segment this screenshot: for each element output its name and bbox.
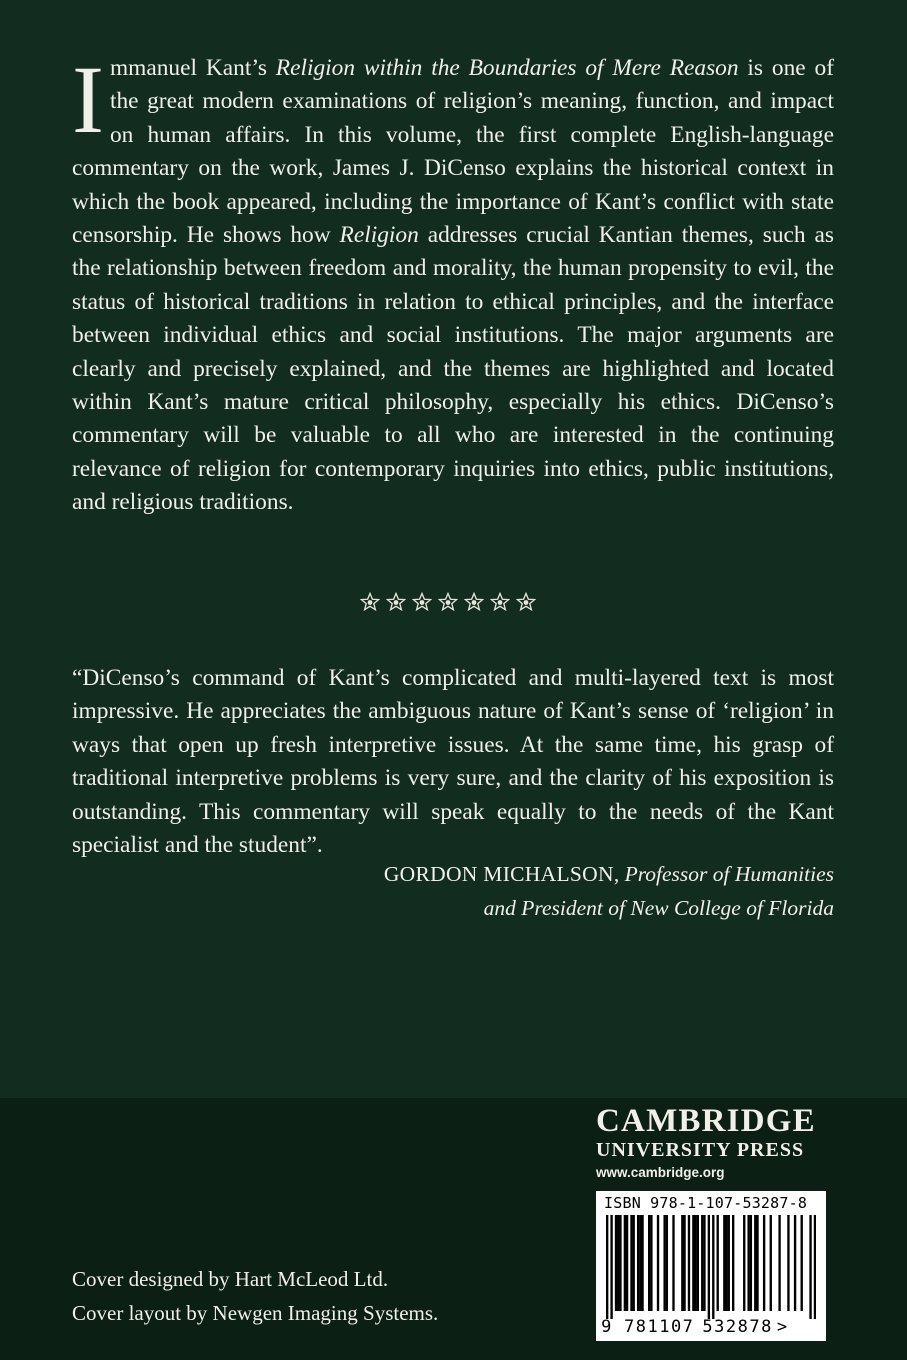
barcode-bar — [672, 1215, 674, 1311]
barcode-bar — [809, 1215, 811, 1319]
barcode-bar — [801, 1215, 803, 1311]
publisher-logo — [596, 1103, 826, 1180]
endorsement-quote: “DiCenso’s command of Kant’s complicated and multi-layered text is most impressive. He appreciates the ambiguous nature of Kant’s sense of ‘religion’ in ways that open up fresh interpretive issues. At the same time, his grasp of traditional interpretive problems is very sure, and the clarity of his exposition is outstanding. This commentary will speak equally to the needs of the Kant specialist and the student”. — [72, 665, 834, 859]
barcode-bar — [794, 1215, 796, 1311]
book-short-title: Religion — [339, 222, 419, 249]
barcode-bar — [728, 1215, 730, 1311]
barcode-bar — [650, 1215, 652, 1311]
barcode-bar — [750, 1215, 752, 1311]
barcode-bar — [663, 1215, 665, 1311]
barcode-bar — [617, 1215, 619, 1311]
barcode-bar — [694, 1215, 696, 1311]
barcode-digits-right: 532878 — [702, 1317, 773, 1337]
star-icon — [490, 592, 510, 612]
barcode-bars — [606, 1215, 816, 1319]
star-divider — [360, 592, 550, 612]
endorser-role-line1: Professor of Humanities — [624, 862, 834, 886]
barcode-bar — [763, 1215, 765, 1311]
endorser-role-line2: and President of New College of Florida — [483, 896, 834, 920]
barcode-bar — [814, 1215, 816, 1319]
star-icon — [516, 592, 536, 612]
publisher-url: www.cambridge.org — [596, 1165, 725, 1180]
barcode-bar — [688, 1215, 690, 1311]
barcode-bar — [681, 1215, 683, 1311]
star-icon — [386, 592, 406, 612]
barcode-bar — [756, 1215, 758, 1311]
barcode-bar — [633, 1215, 635, 1311]
description-text-part2: is one of the great modern examinations of religion’s meaning, function, and impact on human affairs. In this volume, the first complete English-language commentary on the work, James J. DiCenso explains the historical context in which the book appeared, including the importance of Kant’s conflict with state censorship. He shows how — [72, 55, 834, 249]
barcode-bar — [692, 1215, 694, 1311]
barcode-bar — [641, 1215, 643, 1311]
isbn-barcode — [596, 1191, 826, 1341]
endorser-name: GORDON MICHALSON — [383, 862, 614, 886]
barcode-bar — [666, 1215, 668, 1311]
barcode-bar — [743, 1215, 745, 1311]
barcode-bar — [657, 1215, 659, 1311]
description-text-part3: addresses crucial Kantian themes, such as the relationship between freedom and morality, the human propensity to evil, the status of historical traditions in relation to ethical principles, and the interface between individual ethics and social institutions. The major arguments are clearly and precisely explained, and the themes are highlighted and located within Kant’s mature critical philosophy, especially his ethics. DiCenso’s commentary will be valuable to all who are interested in the continuing relevance of religion for contemporary inquiries into ethics, public institutions, and religious traditions. — [72, 222, 834, 516]
barcode-bar — [624, 1215, 626, 1311]
star-icon — [360, 592, 380, 612]
description-text-part1: mmanuel Kant’s — [109, 55, 276, 81]
barcode-bar — [701, 1215, 703, 1311]
cover-credits — [72, 1262, 522, 1330]
barcode-bar — [787, 1215, 789, 1311]
barcode-bar — [747, 1215, 749, 1311]
barcode-bar — [639, 1215, 641, 1311]
barcode-bar — [717, 1215, 719, 1311]
barcode-digits — [596, 1317, 826, 1337]
barcode-digits-left: 781107 — [624, 1317, 695, 1337]
barcode-bar — [712, 1215, 714, 1319]
star-icon — [464, 592, 484, 612]
barcode-bar — [637, 1215, 639, 1311]
book-title: Religion within the Boundaries of Mere Reason — [275, 55, 739, 81]
book-description — [72, 46, 834, 520]
publisher-subname: UNIVERSITY PRESS — [596, 1139, 805, 1161]
star-icon — [438, 592, 458, 612]
barcode-bar — [723, 1215, 725, 1311]
publisher-name: CAMBRIDGE — [596, 1103, 816, 1139]
barcode-bar — [648, 1215, 650, 1311]
barcode-bar — [732, 1215, 734, 1311]
barcode-bar — [683, 1215, 685, 1311]
barcode-bar — [725, 1215, 727, 1311]
barcode-bar — [626, 1215, 628, 1311]
barcode-bar — [708, 1215, 710, 1319]
credit-line-layout: Cover layout by Newgen Imaging Systems. — [72, 1301, 439, 1325]
barcode-bar — [610, 1215, 612, 1319]
endorsement-attribution: GORDON MICHALSON, Professor of Humanities and President of New College of Florida — [383, 862, 834, 920]
barcode-bar — [606, 1215, 608, 1319]
barcode-bar — [619, 1215, 621, 1311]
credit-line-design: Cover designed by Hart McLeod Ltd. — [72, 1267, 389, 1291]
barcode-bar — [778, 1215, 780, 1311]
star-icon — [412, 592, 432, 612]
barcode-digit-first: 9 — [601, 1317, 613, 1337]
isbn-label: ISBN 978-1-107-53287-8 — [604, 1194, 808, 1212]
barcode-bar — [754, 1215, 756, 1311]
barcode-bar — [630, 1215, 632, 1311]
barcode-bar — [697, 1215, 699, 1311]
barcode-bar — [770, 1215, 772, 1311]
barcode-arrow: > — [776, 1317, 789, 1337]
barcode-bar — [703, 1215, 705, 1311]
drop-cap: I — [72, 46, 104, 153]
barcode-bar — [615, 1215, 617, 1311]
